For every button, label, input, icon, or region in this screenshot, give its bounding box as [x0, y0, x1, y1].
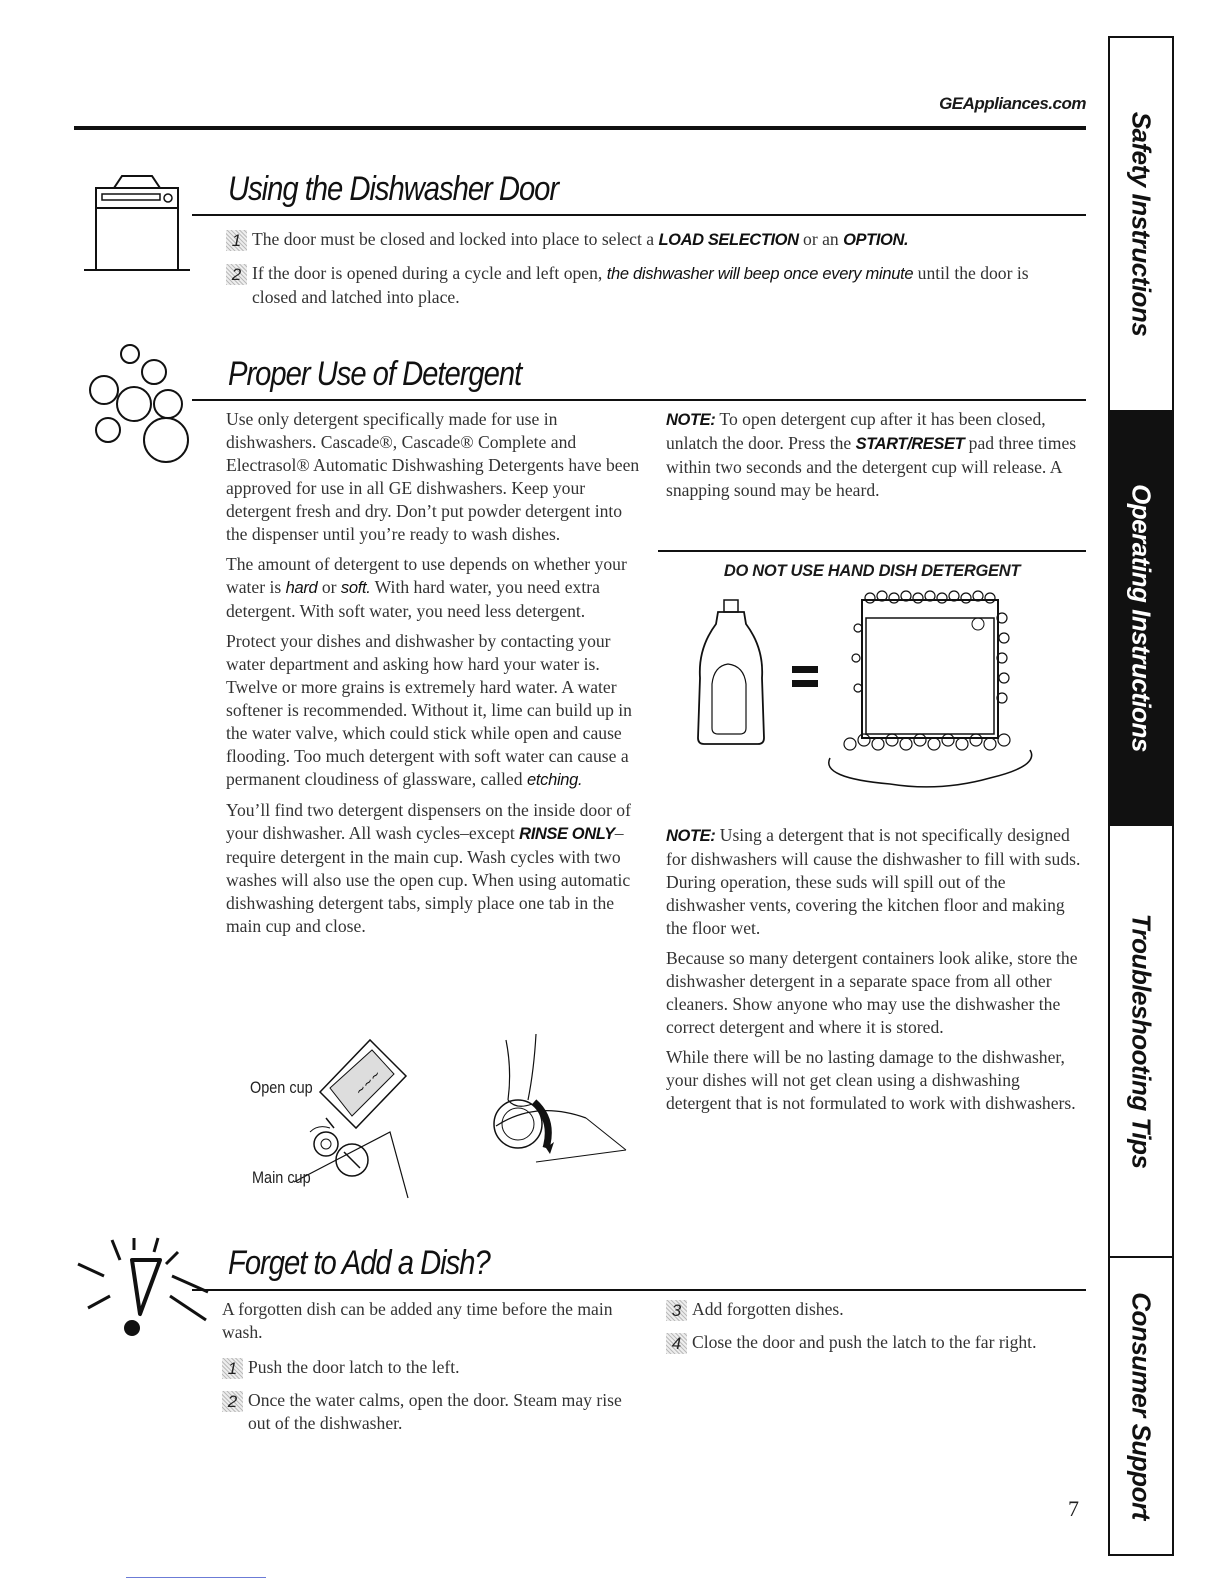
- start-reset-term: START/RESET: [855, 435, 965, 453]
- section-title-forget: Forget to Add a Dish?: [228, 1244, 490, 1282]
- step-text: Push the door latch to the left.: [248, 1357, 460, 1377]
- text: With hard water, you need extra detergent. With soft water, you need less detergent.: [226, 577, 600, 621]
- detergent-paragraph-2: [226, 553, 646, 623]
- detergent-paragraph-5: Because so many detergent containers look alike, store the dishwasher detergent in a separate space from all other cleaners. Show anyone who may use the dishwasher the correct detergent and where it is stored.: [666, 948, 1078, 1037]
- detergent-paragraph-1: Use only detergent specifically made for use in dishwashers. Cascade®, Cascade® Complete and Electrasol® Automatic Dishwashing Detergents have been approved for use in all GE dishwashers. Keep your detergent fresh and dry. Don’t put powder detergent into the dispenser until you’re ready to wash dishes.: [226, 409, 640, 544]
- detergent-right-column: [666, 408, 1086, 509]
- step-number-2: 2: [226, 264, 247, 285]
- step-number-1: 1: [222, 1358, 243, 1379]
- text: or: [317, 577, 341, 597]
- step-number-2: 2: [222, 1391, 243, 1412]
- text: You’ll find two detergent dispensers on the inside door of your dishwasher. All wash cycles–except: [226, 800, 631, 843]
- door-step-2: [226, 262, 1076, 309]
- footer-link-line: [126, 1577, 266, 1578]
- detergent-paragraph-3: [226, 630, 646, 792]
- soft-term: soft.: [340, 579, 371, 597]
- step-number-1: 1: [226, 230, 247, 251]
- warning-rule: [658, 550, 1086, 552]
- etching-term: etching.: [526, 771, 583, 789]
- detergent-right-column-lower: [666, 824, 1086, 1122]
- tab-label: Safety Instructions: [1126, 111, 1157, 337]
- step-text: Add forgotten dishes.: [692, 1299, 844, 1319]
- exclamation-icon: [74, 1236, 210, 1340]
- tab-label: Troubleshooting Tips: [1126, 913, 1157, 1169]
- site-url: GEAppliances.com: [939, 94, 1086, 113]
- bubbles-icon: [88, 342, 192, 468]
- section-title-detergent: Proper Use of Detergent: [228, 355, 522, 393]
- text: pad three times within two seconds and the detergent cup will release. A snapping sound may be heard.: [666, 433, 1077, 500]
- door-step-1: [226, 228, 1076, 252]
- note-label: NOTE:: [666, 827, 716, 845]
- text: –require detergent in the main cup. Wash cycles with two washes will also use the open cup. When using automatic dishwashing detergent tabs, simply place one tab in the main cup and close.: [226, 823, 631, 936]
- header-rule: [74, 126, 1086, 130]
- step-text: until the door is closed and latched into place.: [252, 263, 1029, 307]
- option-term: OPTION.: [843, 231, 909, 249]
- forget-step-3: [666, 1298, 1076, 1321]
- hand-closing-cup-illustration: [476, 1030, 636, 1170]
- note-label: NOTE:: [666, 411, 716, 429]
- svg-text:~~~: ~~~: [352, 1067, 384, 1099]
- detergent-paragraph-4: [226, 799, 646, 938]
- tab-operating-instructions[interactable]: [1110, 412, 1172, 826]
- tab-label: Consumer Support: [1126, 1292, 1157, 1520]
- section-rule-door: [192, 214, 1086, 216]
- section-tabs: [1108, 36, 1174, 1556]
- forget-step-2: [222, 1389, 642, 1435]
- forget-step-1: [222, 1356, 642, 1379]
- step-text: or an: [798, 229, 844, 249]
- text: The amount of detergent to use depends on whether your water is: [226, 554, 627, 597]
- warning-title: DO NOT USE HAND DISH DETERGENT: [723, 562, 1021, 580]
- detergent-left-column: [226, 408, 646, 945]
- page-number: 7: [1068, 1496, 1079, 1521]
- open-cup-label: Open cup: [250, 1078, 313, 1097]
- detergent-paragraph-6: While there will be no lasting damage to the dishwasher, your dishes will not get clean using a dishwashing detergent that is not formulated to work with dishwashers.: [666, 1047, 1076, 1113]
- step-number-3: 3: [666, 1300, 687, 1321]
- forget-step-4: [666, 1331, 1076, 1354]
- section-rule-detergent: [192, 399, 1086, 401]
- tab-consumer-support[interactable]: [1110, 1258, 1172, 1554]
- rinse-only-term: RINSE ONLY: [519, 825, 615, 843]
- text: Using a detergent that is not specifically designed for dishwashers will cause the dishwasher to fill with suds. During operation, these suds will spill out of the dishwasher vents, covering the kitchen floor and making the floor wet.: [666, 825, 1081, 938]
- forget-right-column: [666, 1298, 1076, 1361]
- forget-left-column: [222, 1298, 642, 1442]
- step-text: The door must be closed and locked into place to select a: [252, 229, 659, 249]
- text: Protect your dishes and dishwasher by contacting your water department and asking how hard your water is. Twelve or more grains is extremely hard water. A water softener is recommended. Without it, lime can build up in the water valve, which could stick while open and cause flooding. Too much detergent with soft water can cause a permanent cloudiness of glassware, called: [226, 631, 632, 789]
- tab-troubleshooting-tips[interactable]: [1110, 826, 1172, 1258]
- hard-term: hard: [285, 579, 318, 597]
- note-suds: [666, 824, 1086, 940]
- section-rule-forget: [192, 1289, 1086, 1291]
- dishwasher-icon: [82, 174, 192, 272]
- load-selection-term: LOAD SELECTION: [658, 231, 799, 249]
- text: To open detergent cup after it has been closed, unlatch the door. Press the: [666, 409, 1046, 453]
- door-steps: [226, 228, 1076, 316]
- step-text: Close the door and push the latch to the far right.: [692, 1332, 1037, 1352]
- main-cup-label: Main cup: [252, 1168, 311, 1187]
- forget-intro: A forgotten dish can be added any time before the main wash.: [222, 1299, 613, 1342]
- section-title-door: Using the Dishwasher Door: [228, 170, 559, 208]
- tab-label: Operating Instructions: [1126, 484, 1157, 752]
- step-number-4: 4: [666, 1333, 687, 1354]
- beep-note: the dishwasher will beep once every minute: [606, 265, 914, 283]
- note-start-reset: [666, 408, 1086, 502]
- step-text: If the door is opened during a cycle and left open,: [252, 263, 607, 283]
- hand-dish-detergent-warning-illustration: [690, 588, 1050, 808]
- step-text: Once the water calms, open the door. Steam may rise out of the dishwasher.: [248, 1390, 622, 1433]
- tab-safety-instructions[interactable]: [1110, 38, 1172, 412]
